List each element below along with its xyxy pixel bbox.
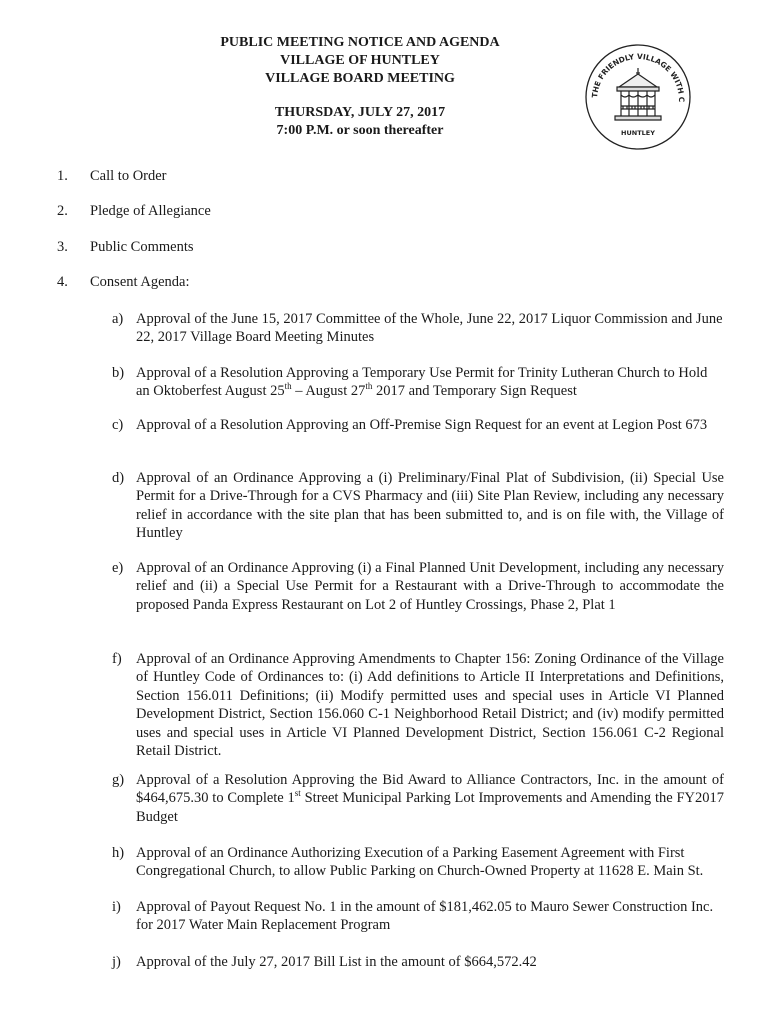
- sub-label: a): [112, 311, 124, 327]
- meeting-name: VILLAGE BOARD MEETING: [265, 71, 455, 86]
- svg-text:THE FRIENDLY VILLAGE WITH COUN: THE FRIENDLY VILLAGE WITH C: [590, 51, 687, 103]
- item-text: Consent Agenda:: [90, 274, 190, 290]
- sub-label: g): [112, 772, 125, 788]
- svg-text:HUNTLEY: HUNTLEY: [621, 129, 655, 137]
- meeting-time: 7:00 P.M. or soon thereafter: [276, 123, 444, 138]
- item-text: Call to Order: [90, 168, 167, 184]
- sub-text: Approval of an Ordinance Approving (i) a Final Planned Unit Development, including any necessary relief and (ii) a Special Use Permit for a Restaurant with a Drive-Through to accommodate the proposed Panda Express Restaurant on Lot 2 of Huntley Crossings, Phase 2, Plat 1: [136, 560, 724, 613]
- sub-text: Approval of a Resolution Approving a Temporary Use Permit for Trinity Lutheran Church to Hold an Oktoberfest August 25th – August 27th 2017 and Temporary Sign Request: [136, 365, 708, 400]
- gazebo-seal-icon: [583, 42, 693, 152]
- agenda-item-3: [57, 238, 194, 256]
- consent-item-d: [112, 469, 724, 543]
- sub-label: e): [112, 560, 124, 576]
- item-number: 2.: [57, 203, 68, 219]
- sub-text: Approval of Payout Request No. 1 in the amount of $181,462.05 to Mauro Sewer Construction Inc. for 2017 Water Main Replacement Program: [136, 899, 714, 934]
- village-seal-logo: [583, 42, 693, 152]
- sub-text: Approval of an Ordinance Approving a (i) Preliminary/Final Plat of Subdivision, (ii) Special Use Permit for a Drive-Through for a CVS Pharmacy and (iii) Site Plan Review, including any necessary relief in accordance with the site plan that has been submitted to, and is on file with, the Village of Huntley: [136, 470, 724, 542]
- consent-item-b: [112, 364, 724, 401]
- consent-item-h: [112, 844, 724, 881]
- sub-text: Approval of an Ordinance Approving Amendments to Chapter 156: Zoning Ordinance of the Village of Huntley Code of Ordinances to: (i) Add definitions to Article II Interpretations and Definitions, Section 156.011 Definitions; (ii) Modify permitted uses and special uses in Article VI Planned Development District, Section 156.060 C-1 Neighborhood Retail District; and (iv) modify permitted uses and special uses in Article VI Planned Development District, Section 156.061 C-2 Regional Retail District.: [136, 651, 724, 760]
- agenda-item-2: [57, 202, 211, 220]
- notice-title: PUBLIC MEETING NOTICE AND AGENDA: [220, 35, 500, 50]
- sub-text: Approval of a Resolution Approving an Off-Premise Sign Request for an event at Legion Post 673: [136, 417, 708, 433]
- sub-label: j): [112, 954, 121, 970]
- item-text: Public Comments: [90, 239, 194, 255]
- sub-label: i): [112, 899, 121, 915]
- meeting-date: THURSDAY, JULY 27, 2017: [274, 105, 446, 120]
- sub-text: Approval of a Resolution Approving the Bid Award to Alliance Contractors, Inc. in the amount of $464,675.30 to Complete 1st Street Municipal Parking Lot Improvements and Amending the FY2017 Budget: [136, 772, 724, 825]
- item-number: 1.: [57, 168, 68, 184]
- item-number: 3.: [57, 239, 68, 255]
- sub-label: b): [112, 365, 125, 381]
- sub-text: Approval of the July 27, 2017 Bill List in the amount of $664,572.42: [136, 954, 537, 970]
- consent-item-j: [112, 953, 724, 971]
- item-text: Pledge of Allegiance: [90, 203, 211, 219]
- consent-item-f: [112, 650, 724, 760]
- item-number: 4.: [57, 274, 68, 290]
- consent-item-i: [112, 898, 724, 935]
- sub-label: d): [112, 470, 125, 486]
- agenda-header: [160, 34, 560, 140]
- consent-item-c: [112, 416, 724, 434]
- sub-text: Approval of the June 15, 2017 Committee of the Whole, June 22, 2017 Liquor Commission and June 22, 2017 Village Board Meeting Minutes: [136, 311, 723, 346]
- agenda-item-4: [57, 273, 189, 291]
- village-name: VILLAGE OF HUNTLEY: [280, 53, 440, 68]
- consent-item-g: [112, 771, 724, 826]
- sub-label: f): [112, 651, 122, 667]
- consent-item-e: [112, 559, 724, 614]
- sub-label: c): [112, 417, 124, 433]
- sub-text: Approval of an Ordinance Authorizing Execution of a Parking Easement Agreement with First Congregational Church, to allow Public Parking on Church-Owned Property at 11628 E. Main St.: [136, 845, 704, 880]
- agenda-item-1: [57, 167, 167, 185]
- sub-label: h): [112, 845, 125, 861]
- consent-item-a: [112, 310, 724, 347]
